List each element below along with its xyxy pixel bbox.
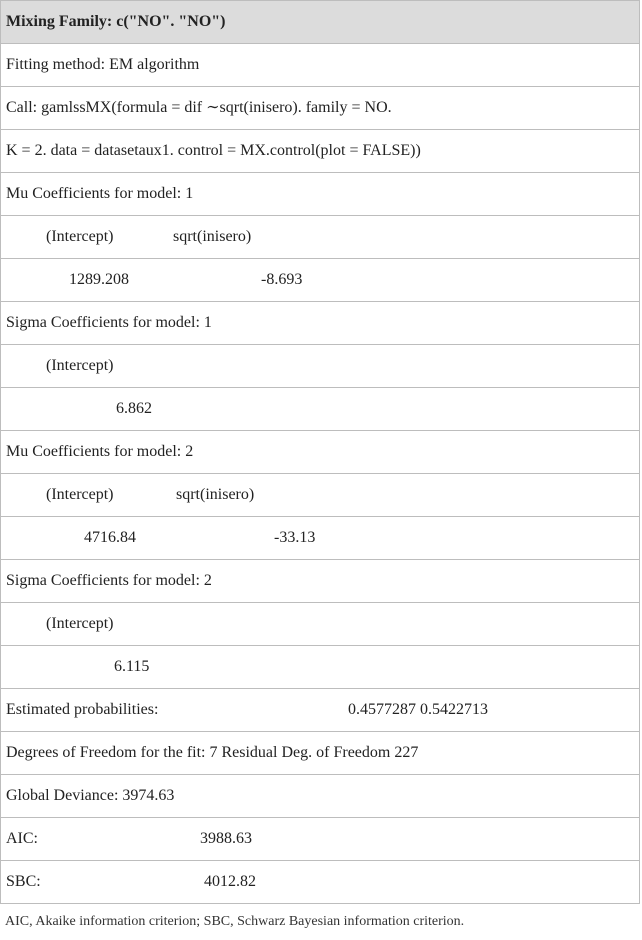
mu1-sqrt-value: -8.693 (261, 271, 303, 288)
mu1-values-cell (1, 259, 640, 302)
table-row (1, 646, 640, 689)
table-row (1, 603, 640, 646)
fitting-method: Fitting method: EM algorithm (1, 44, 640, 87)
mu2-title: Mu Coefficients for model: 2 (1, 431, 640, 474)
table-row (1, 44, 640, 87)
table-row (1, 775, 640, 818)
sigma2-title: Sigma Coefficients for model: 2 (1, 560, 640, 603)
mu1-sqrt-label: sqrt(inisero) (173, 228, 252, 245)
global-deviance: Global Deviance: 3974.63 (1, 775, 640, 818)
mu2-sqrt-value: -33.13 (274, 529, 316, 546)
table-row (1, 259, 640, 302)
table-row (1, 431, 640, 474)
aic-cell (1, 818, 640, 861)
table-row (1, 517, 640, 560)
mu1-intercept-label: (Intercept) (46, 228, 114, 245)
table-row (1, 474, 640, 517)
mu1-title: Mu Coefficients for model: 1 (1, 173, 640, 216)
sigma2-intercept-label: (Intercept) (46, 615, 114, 632)
table-header: Mixing Family: c("NO". "NO") (1, 1, 640, 44)
table-row (1, 345, 640, 388)
est-prob-values: 0.4577287 0.5422713 (348, 701, 488, 718)
sigma2-values-cell (1, 646, 640, 689)
call-line-1: Call: gamlssMX(formula = dif ∼sqrt(inisero). family = NO. (1, 87, 640, 130)
estimated-probabilities-cell (1, 689, 640, 732)
degrees-of-freedom: Degrees of Freedom for the fit: 7 Residual Deg. of Freedom 227 (1, 732, 640, 775)
mu1-labels-cell (1, 216, 640, 259)
mu2-values-cell (1, 517, 640, 560)
table-row (1, 173, 640, 216)
sigma2-intercept-value: 6.115 (114, 658, 150, 675)
table-row (1, 560, 640, 603)
sbc-cell (1, 861, 640, 904)
sigma1-intercept-value: 6.862 (116, 400, 152, 417)
sigma1-intercept-label: (Intercept) (46, 357, 114, 374)
mu2-intercept-label: (Intercept) (46, 486, 114, 503)
mu1-intercept-value: 1289.208 (69, 271, 129, 288)
table-row (1, 216, 640, 259)
table-row (1, 732, 640, 775)
table-row (1, 130, 640, 173)
sigma1-title: Sigma Coefficients for model: 1 (1, 302, 640, 345)
mu2-sqrt-label: sqrt(inisero) (176, 486, 255, 503)
call-line-2: K = 2. data = datasetaux1. control = MX.control(plot = FALSE)) (1, 130, 640, 173)
table-footnote: AIC, Akaike information criterion; SBC, Schwarz Bayesian information criterion. (5, 914, 465, 929)
table-row (1, 388, 640, 431)
sigma2-labels-cell (1, 603, 640, 646)
table-row (1, 818, 640, 861)
sigma1-values-cell (1, 388, 640, 431)
sbc-value: 4012.82 (204, 873, 256, 890)
est-prob-label: Estimated probabilities: (6, 701, 159, 718)
table-row (1, 861, 640, 904)
mu2-intercept-value: 4716.84 (84, 529, 136, 546)
aic-label: AIC: (6, 830, 38, 847)
mu2-labels-cell (1, 474, 640, 517)
table-row (1, 87, 640, 130)
sbc-label: SBC: (6, 873, 41, 890)
table-row (1, 302, 640, 345)
table-row (1, 689, 640, 732)
aic-value: 3988.63 (200, 830, 252, 847)
table-header-row (1, 1, 640, 44)
sigma1-labels-cell (1, 345, 640, 388)
